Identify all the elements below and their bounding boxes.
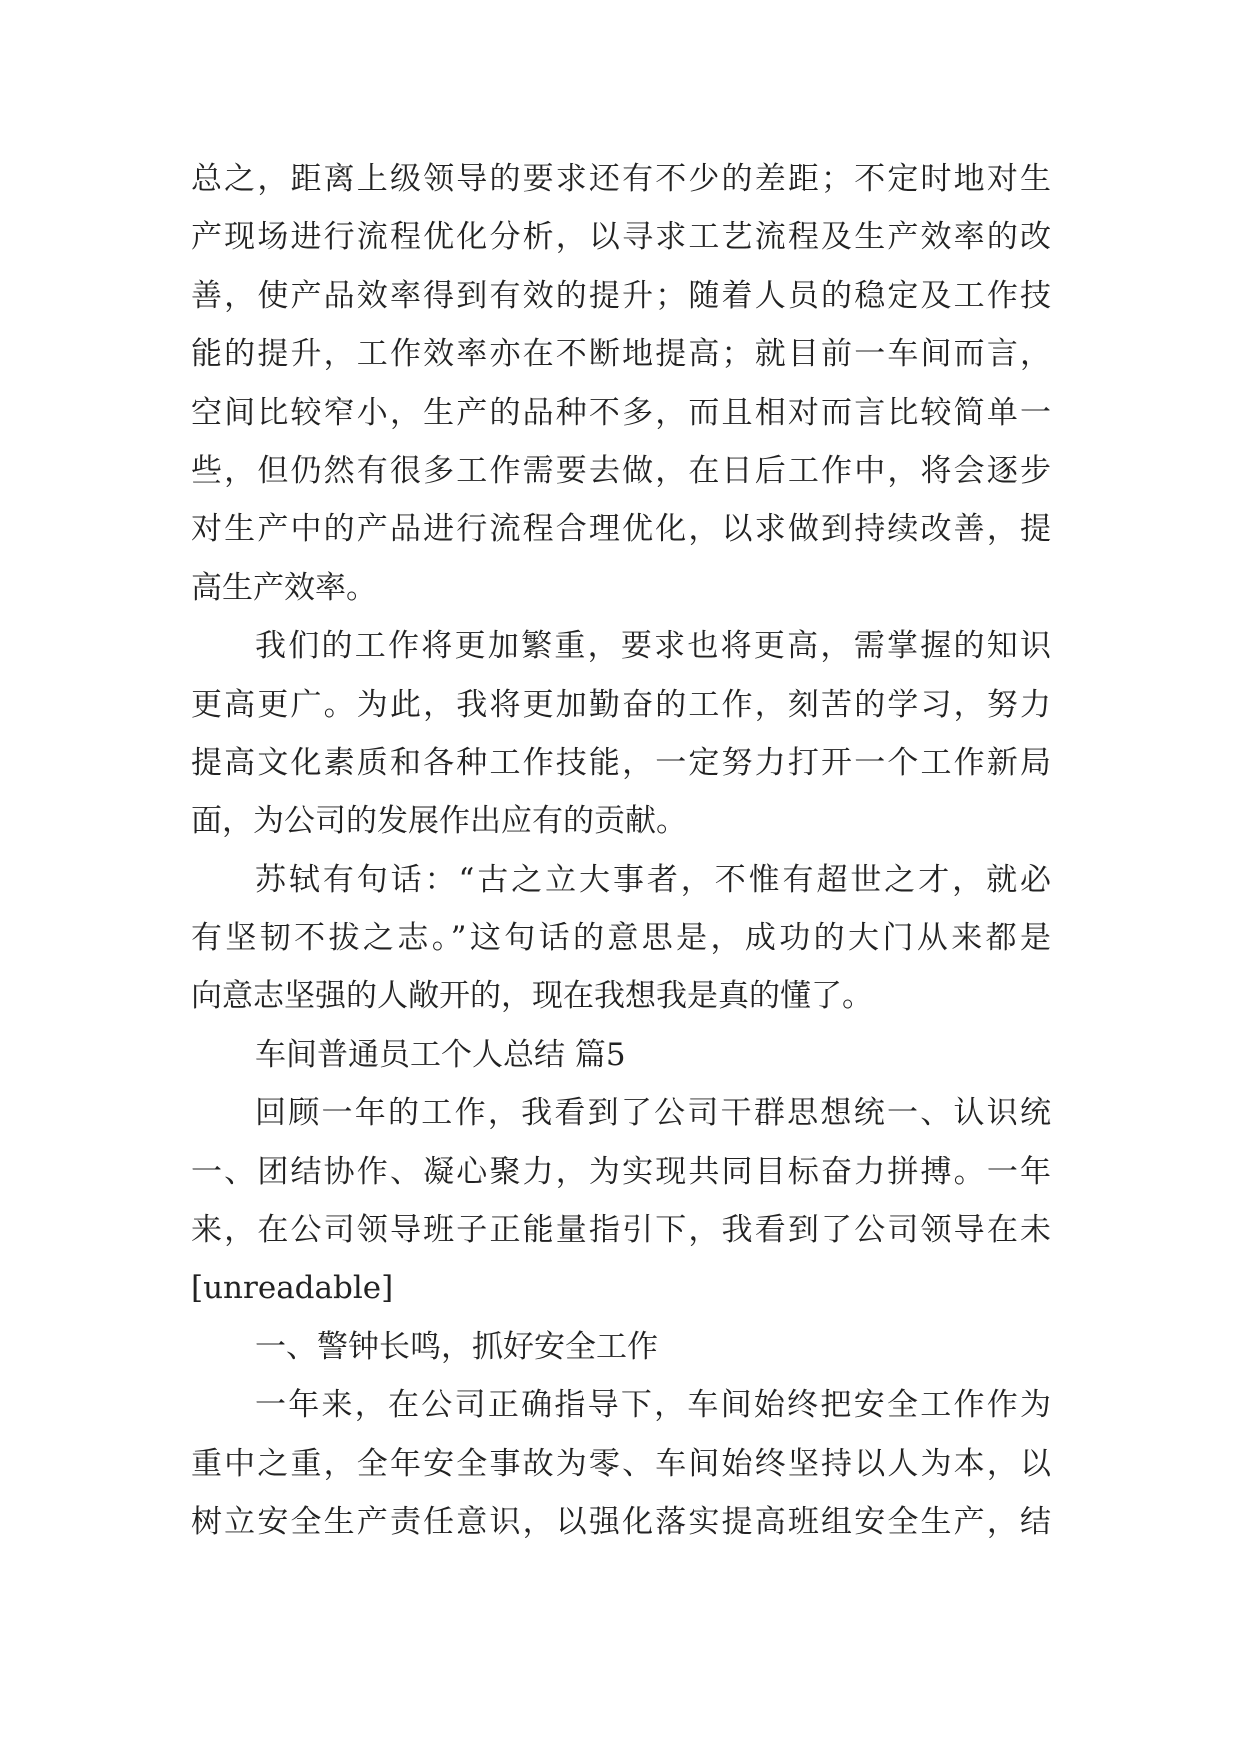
text-line: 一年来，在公司正确指导下，车间始终把安全工作作为 <box>255 1387 1051 1424</box>
text-line: 苏轼有句话：“古之立大事者，不惟有超世之才，就必 <box>255 861 1051 898</box>
text-line: 一、团结协作、凝心聚力，为实现共同目标奋力拼搏。一年 <box>191 1153 1051 1190</box>
text-line: 有坚韧不拔之志。”这句话的意思是，成功的大门从来都是 <box>191 920 1051 957</box>
text-line: 高生产效率。 <box>191 569 377 606</box>
text-line: [unreadable] <box>191 1270 394 1307</box>
text-line: 树立安全生产责任意识，以强化落实提高班组安全生产，结 <box>191 1503 1051 1540</box>
text-line: 面，为公司的发展作出应有的贡献。 <box>191 803 687 840</box>
text-line: 善，使产品效率得到有效的提升；随着人员的稳定及工作技 <box>191 277 1051 314</box>
text-line: 些，但仍然有很多工作需要去做，在日后工作中，将会逐步 <box>191 452 1051 489</box>
text-line: 对生产中的产品进行流程合理优化，以求做到持续改善，提 <box>191 511 1051 548</box>
text-line: 重中之重，全年安全事故为零、车间始终坚持以人为本，以 <box>191 1445 1051 1482</box>
document-body <box>191 150 1051 1551</box>
text-line: 回顾一年的工作，我看到了公司干群思想统一、认识统 <box>255 1095 1051 1132</box>
text-line: 空间比较窄小，生产的品种不多，而且相对而言比较简单一 <box>191 394 1051 431</box>
text-line: 产现场进行流程优化分析，以寻求工艺流程及生产效率的改 <box>191 219 1051 256</box>
subsection-heading: 一、警钟长鸣，抓好安全工作 <box>255 1328 658 1365</box>
text-line: 提高文化素质和各种工作技能，一定努力打开一个工作新局 <box>191 744 1051 781</box>
section-heading: 车间普通员工个人总结 篇5 <box>255 1036 626 1073</box>
text-line: 我们的工作将更加繁重，要求也将更高，需掌握的知识 <box>255 628 1051 665</box>
text-line: 能的提升，工作效率亦在不断地提高；就目前一车间而言， <box>191 336 1051 373</box>
text-line: 更高更广。为此，我将更加勤奋的工作，刻苦的学习，努力 <box>191 686 1051 723</box>
text-line: 来，在公司领导班子正能量指引下，我看到了公司领导在未 <box>191 1212 1051 1249</box>
text-line: 总之，距离上级领导的要求还有不少的差距；不定时地对生 <box>191 161 1051 197</box>
text-line: 向意志坚强的人敞开的，现在我想我是真的懂了。 <box>191 978 873 1015</box>
